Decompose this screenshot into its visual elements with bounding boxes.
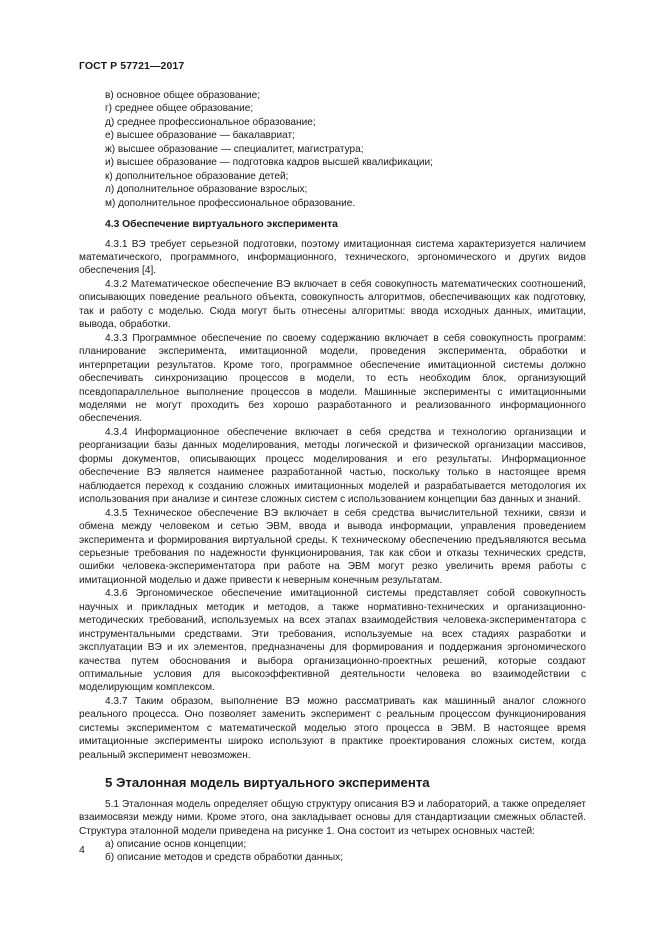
list-item: б) описание методов и средств обработки данных; xyxy=(105,852,344,864)
paragraph-5-1: 5.1 Эталонная модель определяет общую структуру описания ВЭ и лабораторий, а также определяет взаимосвязи между ними. Кроме этого, она закладывает основы для стандартизации смежных областей. Структура эталонной модели приведена на рисунке 1. Она состоит из четырех основных частей: xyxy=(79,798,586,837)
paragraph-4-3-3: 4.3.3 Программное обеспечение по своему содержанию включает в себя совокупность программ: планирование эксперимента, имитационной модели, проведения эксперимента, обработки и интерпретации результатов. Кроме того, программное обеспечение имитационной системы должно обеспечивать синхронизацию процессов в модели, то есть необходим блок, организующий псевдопараллельное выполнение процессов в модели. Машинные эксперименты с имитационными моделями не могут проходить без хорошо разработанного и реализованного информационного обеспечения. xyxy=(79,332,586,425)
list-item: ж) высшее образование — специалитет, магистратура; xyxy=(105,143,364,155)
paragraph-4-3-1: 4.3.1 ВЭ требует серьезной подготовки, поэтому имитационная система характеризуется наличием математического, программного, информационного, технического, эргономического и других видов обеспечения [4]. xyxy=(79,238,586,277)
list-item: и) высшее образование — подготовка кадров высшей квалификации; xyxy=(105,157,433,169)
reference-model-parts-list xyxy=(79,838,586,865)
paragraph-4-3-4: 4.3.4 Информационное обеспечение включает в себя средства и технологию организации и реорганизации базы данных моделирования, методы логической и физической организации массивов, формы документов, описывающих процесс моделирования и его результаты. Информационное обеспечение ВЭ является наименее разработанной частью, поскольку только в настоящее время наблюдается переход к созданию сложных имитационных моделей и разрабатывается методология их использования при анализе и синтезе сложных систем с использованием концепции баз данных и знаний. xyxy=(79,426,586,506)
list-item: л) дополнительное образование взрослых; xyxy=(105,184,308,196)
paragraph-4-3-5: 4.3.5 Техническое обеспечение ВЭ включает в себя средства вычислительной техники, связи и обмена между человеком и сетью ЭВМ, ввода и вывода информации, управления проведением эксперимента и формирования виртуальной среды. К техническому обеспечению предъявляются весьма серьезные требования по надежности функционирования, так как сбои и отказы технических средств, ошибки человека-экспериментатора при работе на ЭВМ могут резко увеличить время работы с имитационной моделью и даже привести к неверным конечным результатам. xyxy=(79,507,586,586)
list-item: м) дополнительное профессиональное образование. xyxy=(105,197,356,209)
list-item: в) основное общее образование; xyxy=(105,90,261,101)
paragraph-4-3-7: 4.3.7 Таким образом, выполнение ВЭ можно рассматривать как машинный аналог сложного реального процесса. Оно позволяет заменить эксперимент с реальным процессом функционирования системы экспериментом с математической моделью этого процесса в ЭВМ. В настоящее время имитационные эксперименты широко используют в практике проектирования сложных систем, когда реальный эксперимент невозможен. xyxy=(79,695,586,761)
list-item: д) среднее профессиональное образование; xyxy=(105,116,316,128)
document-header: ГОСТ Р 57721—2017 xyxy=(79,60,185,72)
page-body xyxy=(79,89,586,865)
section-heading-5: 5 Эталонная модель виртуального эксперимента xyxy=(105,775,430,791)
page-number: 4 xyxy=(79,844,85,856)
list-item: к) дополнительное образование детей; xyxy=(105,170,289,182)
paragraph-4-3-2: 4.3.2 Математическое обеспечение ВЭ включает в себя совокупность математических соотношений, описывающих поведение реального объекта, совокупность алгоритмов, обеспечивающих как подготовку, так и работу с моделью. Сюда могут быть отнесены алгоритмы: ввода исходных данных, имитации, вывода, обработки. xyxy=(79,278,586,331)
subsection-heading-4-3: 4.3 Обеспечение виртуального эксперимента xyxy=(105,219,338,231)
paragraph-4-3-6: 4.3.6 Эргономическое обеспечение имитационной системы представляет собой совокупность научных и прикладных методик и методов, а также нормативно-технических и организационно-методических требований, используемых на всех этапах взаимодействия человека-экспериментатора с инструментальными средствами. Эти требования, используемые на всех стадиях разработки и эксплуатации ВЭ и их элементов, предназначены для формирования и поддержания эргономического качества путем обоснования и выбора организационно-проектных решений, которые создают оптимальные условия для высокоэффективной деятельности человека во взаимодействии с моделирующим комплексом. xyxy=(79,588,586,694)
education-list xyxy=(79,89,586,210)
list-item: г) среднее общее образование; xyxy=(105,103,254,115)
list-item: е) высшее образование — бакалавриат; xyxy=(105,130,295,142)
list-item: а) описание основ концепции; xyxy=(105,839,247,851)
